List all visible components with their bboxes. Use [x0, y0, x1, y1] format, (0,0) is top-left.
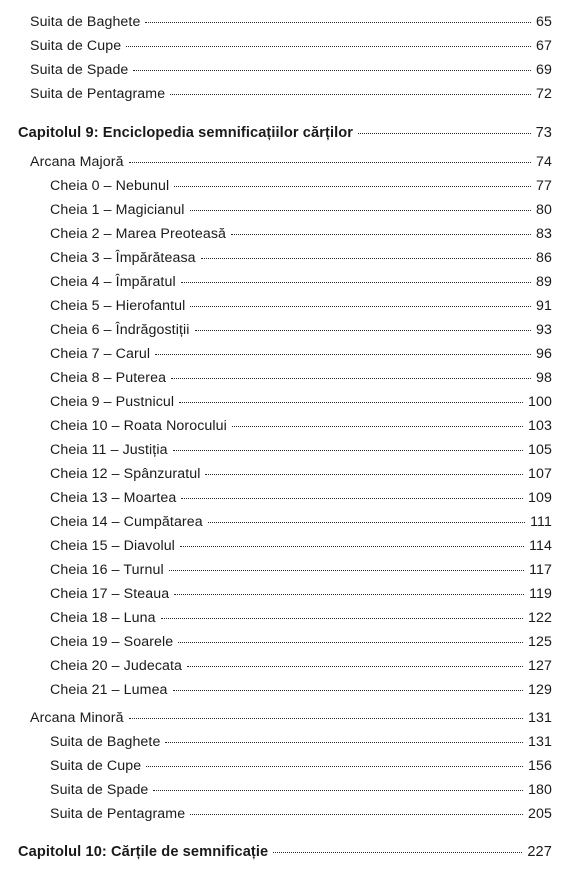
toc-entry-minor-suit	[0, 779, 579, 801]
toc-entry-label: Cheia 0 – Nebunul	[50, 178, 170, 194]
toc-entry-page: 107	[528, 466, 552, 482]
toc-entry-label: Cheia 18 – Luna	[50, 610, 156, 626]
toc-entry-label: Cheia 12 – Spânzuratul	[50, 466, 201, 482]
dot-leader	[180, 532, 524, 547]
toc-entry-key	[0, 367, 579, 389]
toc-entry-label: Cheia 2 – Marea Preoteasă	[50, 226, 227, 242]
toc-entry-page: 156	[528, 758, 552, 774]
toc-chapter-9	[0, 122, 579, 144]
dot-leader	[178, 628, 523, 643]
dot-leader	[173, 436, 523, 451]
dot-leader	[133, 56, 531, 71]
toc-entry-label: Suita de Pentagrame	[50, 806, 186, 822]
chapter-title: Capitolul 10: Cărțile de semnificație	[18, 844, 269, 860]
toc-entry-page: 100	[528, 394, 552, 410]
toc-entry-page: 122	[528, 610, 552, 626]
dot-leader	[165, 728, 523, 743]
toc-entry-suit-pentagrame	[0, 83, 579, 105]
dot-leader	[129, 704, 523, 719]
toc-entry-page: 91	[536, 298, 552, 314]
dot-leader	[169, 556, 524, 571]
chapter-page: 73	[535, 125, 552, 141]
toc-entry-page: 131	[528, 710, 552, 726]
dot-leader	[231, 220, 531, 235]
toc-entry-page: 69	[536, 62, 552, 78]
dot-leader	[174, 172, 531, 187]
toc-entry-label: Cheia 13 – Moartea	[50, 490, 177, 506]
toc-entry-key	[0, 631, 579, 653]
dot-leader	[179, 388, 523, 403]
toc-entry-page: 80	[536, 202, 552, 218]
toc-entry-label: Cheia 6 – Îndrăgostiții	[50, 322, 190, 338]
toc-entry-page: 129	[528, 682, 552, 698]
toc-entry-page: 98	[536, 370, 552, 386]
toc-entry-label: Arcana Majoră	[30, 154, 124, 170]
dot-leader	[273, 838, 522, 853]
toc-entry-label: Arcana Minoră	[30, 710, 124, 726]
dot-leader	[174, 580, 524, 595]
toc-entry-page: 180	[528, 782, 552, 798]
toc-chapter-10	[0, 841, 579, 863]
chapter-title: Capitolul 9: Enciclopedia semnificațiilor cărților	[18, 125, 354, 141]
dot-leader	[155, 340, 531, 355]
toc-entry-label: Cheia 19 – Soarele	[50, 634, 174, 650]
dot-leader	[146, 752, 523, 767]
toc-entry-label: Cheia 15 – Diavolul	[50, 538, 175, 554]
toc-entry-label: Suita de Pentagrame	[30, 86, 166, 102]
toc-entry-label: Cheia 21 – Lumea	[50, 682, 168, 698]
toc-entry-key	[0, 535, 579, 557]
toc-entry-key	[0, 295, 579, 317]
toc-entry-page: 109	[528, 490, 552, 506]
toc-entry-key	[0, 511, 579, 533]
toc-entry-page: 103	[528, 418, 552, 434]
toc-entry-key	[0, 679, 579, 701]
toc-entry-key	[0, 607, 579, 629]
dot-leader	[170, 80, 531, 95]
toc-entry-key	[0, 559, 579, 581]
toc-entry-page: 86	[536, 250, 552, 266]
toc-entry-label: Suita de Baghete	[30, 14, 141, 30]
toc-entry-arcana-minora	[0, 707, 579, 729]
dot-leader	[173, 676, 523, 691]
dot-leader	[153, 776, 523, 791]
toc-entry-page: 67	[536, 38, 552, 54]
dot-leader	[201, 244, 531, 259]
toc-entry-label: Suita de Cupe	[50, 758, 142, 774]
toc-entry-page: 205	[528, 806, 552, 822]
toc-entry-label: Suita de Spade	[30, 62, 129, 78]
dot-leader	[232, 412, 523, 427]
toc-entry-key	[0, 415, 579, 437]
dot-leader	[161, 604, 523, 619]
toc-entry-page: 77	[536, 178, 552, 194]
toc-entry-key	[0, 247, 579, 269]
toc-entry-label: Cheia 11 – Justiția	[50, 442, 168, 458]
toc-entry-key	[0, 223, 579, 245]
dot-leader	[171, 364, 531, 379]
toc-entry-label: Cheia 5 – Hierofantul	[50, 298, 186, 314]
toc-entry-key	[0, 391, 579, 413]
toc-entry-page: 125	[528, 634, 552, 650]
toc-entry-page: 89	[536, 274, 552, 290]
dot-leader	[181, 484, 523, 499]
toc-entry-key	[0, 487, 579, 509]
dot-leader	[195, 316, 531, 331]
toc-entry-minor-suit	[0, 731, 579, 753]
toc-entry-label: Cheia 4 – Împăratul	[50, 274, 176, 290]
toc-entry-label: Cheia 10 – Roata Norocului	[50, 418, 227, 434]
toc-entry-page: 74	[536, 154, 552, 170]
toc-entry-suit-cupe	[0, 35, 579, 57]
toc-entry-label: Cheia 16 – Turnul	[50, 562, 164, 578]
toc-entry-page: 72	[536, 86, 552, 102]
toc-entry-minor-suit	[0, 803, 579, 825]
dot-leader	[181, 268, 531, 283]
toc-entry-key	[0, 343, 579, 365]
toc-entry-label: Cheia 8 – Puterea	[50, 370, 167, 386]
dot-leader	[129, 148, 531, 163]
toc-entry-label: Cheia 7 – Carul	[50, 346, 151, 362]
toc-entry-page: 111	[530, 514, 552, 530]
toc-entry-label: Cheia 1 – Magicianul	[50, 202, 185, 218]
toc-entry-page: 93	[536, 322, 552, 338]
toc-entry-suit-baghete	[0, 11, 579, 33]
toc-entry-arcana-majora	[0, 151, 579, 173]
toc-entry-label: Cheia 9 – Pustnicul	[50, 394, 175, 410]
dot-leader	[208, 508, 525, 523]
toc-entry-label: Cheia 14 – Cumpătarea	[50, 514, 203, 530]
dot-leader	[187, 652, 523, 667]
dot-leader	[205, 460, 523, 475]
dot-leader	[358, 119, 531, 134]
toc-entry-label: Suita de Cupe	[30, 38, 122, 54]
toc-entry-key	[0, 175, 579, 197]
toc-entry-label: Cheia 17 – Steaua	[50, 586, 170, 602]
dot-leader	[126, 32, 531, 47]
toc-entry-page: 83	[536, 226, 552, 242]
dot-leader	[190, 800, 523, 815]
toc-entry-key	[0, 271, 579, 293]
toc-entry-key	[0, 199, 579, 221]
toc-entry-key	[0, 583, 579, 605]
toc-entry-page: 119	[529, 586, 552, 602]
toc-entry-suit-spade	[0, 59, 579, 81]
toc-entry-page: 96	[536, 346, 552, 362]
toc-entry-key	[0, 439, 579, 461]
toc-entry-label: Cheia 20 – Judecata	[50, 658, 183, 674]
chapter-page: 227	[527, 844, 552, 860]
toc-entry-key	[0, 319, 579, 341]
toc-entry-key	[0, 463, 579, 485]
dot-leader	[145, 8, 531, 23]
toc-entry-page: 117	[529, 562, 552, 578]
toc-entry-page: 65	[536, 14, 552, 30]
toc-entry-key	[0, 655, 579, 677]
toc-entry-page: 127	[528, 658, 552, 674]
toc-entry-label: Cheia 3 – Împărăteasa	[50, 250, 196, 266]
toc-entry-minor-suit	[0, 755, 579, 777]
toc-entry-page: 131	[528, 734, 552, 750]
dot-leader	[190, 292, 531, 307]
toc-entry-page: 114	[529, 538, 552, 554]
toc-entry-page: 105	[528, 442, 552, 458]
toc-entry-label: Suita de Baghete	[50, 734, 161, 750]
dot-leader	[190, 196, 532, 211]
toc-entry-label: Suita de Spade	[50, 782, 149, 798]
